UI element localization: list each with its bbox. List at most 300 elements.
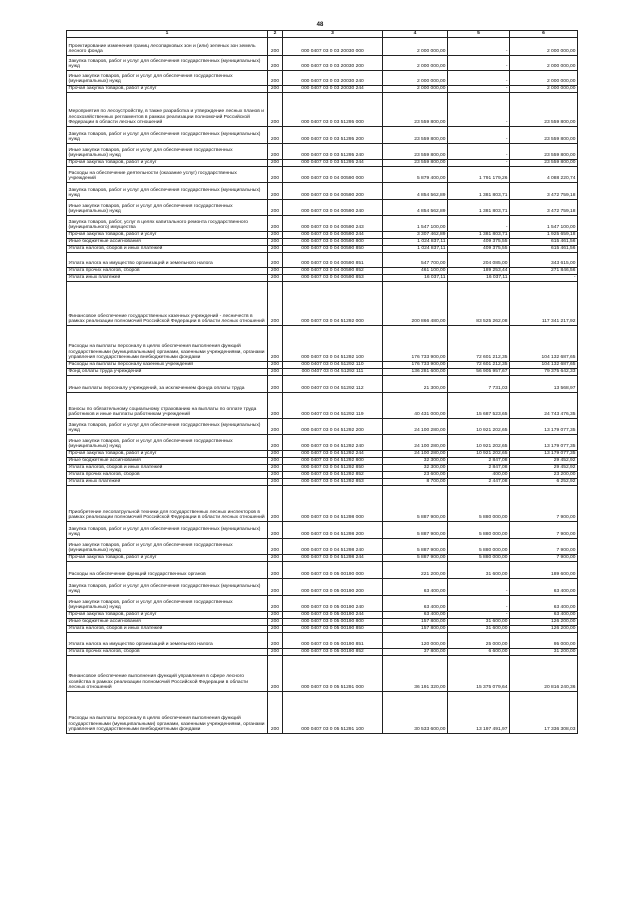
row-approved-amount-cell: 30 533 600,00	[383, 692, 448, 734]
row-admin-code-cell: 200	[268, 71, 283, 86]
row-admin-code-cell: 200	[268, 458, 283, 465]
row-budget-code-cell: 000 0407 03 0 04 51292 111	[283, 369, 383, 376]
table-row	[67, 656, 578, 692]
row-budget-code-cell: 000 0407 03 0 04 51292 110	[283, 362, 383, 369]
row-unexecuted-amount-cell: 1 547 100,00	[510, 216, 578, 232]
row-executed-amount-cell: 7 731,03	[448, 376, 510, 393]
table-row	[67, 232, 578, 239]
row-approved-amount-cell: 16 037,11	[383, 275, 448, 282]
row-name-cell: Прочая закупка товаров, работ и услуг	[67, 612, 268, 619]
row-executed-amount-cell: 2 847,08	[448, 458, 510, 465]
row-unexecuted-amount-cell: 20 816 240,36	[510, 656, 578, 692]
row-approved-amount-cell: 5 887 900,00	[383, 486, 448, 522]
row-name-cell: Мероприятия по лесоустройству, в также разработка и утверждение лесных планов и лесохозяйственных регламентов в рамках реализации полномочий Российской Федерации в области лесных отношений	[67, 93, 268, 127]
row-name-cell: Уплата налога на имущество организаций и земельного налога	[67, 633, 268, 649]
table-row	[67, 246, 578, 253]
row-unexecuted-amount-cell: 31 200,00	[510, 649, 578, 656]
row-unexecuted-amount-cell: 13 179 077,35	[510, 435, 578, 451]
table-row	[67, 239, 578, 246]
table-row	[67, 612, 578, 619]
table-row	[67, 479, 578, 486]
header-col-6: 6	[510, 31, 578, 38]
row-unexecuted-amount-cell: 2 000 000,00	[510, 56, 578, 71]
row-budget-code-cell: 000 0407 03 0 03 51295 244	[283, 160, 383, 167]
row-unexecuted-amount-cell: 4 088 220,74	[510, 167, 578, 183]
row-approved-amount-cell: 63 400,00	[383, 596, 448, 612]
row-executed-amount-cell: 72 601 212,35	[448, 362, 510, 369]
row-approved-amount-cell: 2 000 000,00	[383, 38, 448, 56]
table-row	[67, 619, 578, 626]
row-name-cell: Закупка товаров, работ и услуг для обеспечения государственных (муниципальных) нужд	[67, 183, 268, 200]
row-budget-code-cell: 000 0407 03 0 04 00590 850	[283, 246, 383, 253]
row-admin-code-cell: 200	[268, 692, 283, 734]
row-budget-code-cell: 000 0407 03 0 03 20030 240	[283, 71, 383, 86]
table-row	[67, 86, 578, 93]
row-approved-amount-cell: 21 300,00	[383, 376, 448, 393]
row-executed-amount-cell: 1 381 803,71	[448, 183, 510, 200]
row-executed-amount-cell: -	[448, 93, 510, 127]
row-executed-amount-cell: 72 601 212,35	[448, 326, 510, 362]
row-name-cell: Иные закупки товаров, работ и услуг для обеспечения государственных (муниципальных) нужд	[67, 435, 268, 451]
row-name-cell: Уплата иных платежей	[67, 275, 268, 282]
row-budget-code-cell: 000 0407 03 0 04 51292 852	[283, 472, 383, 479]
row-admin-code-cell: 200	[268, 479, 283, 486]
row-approved-amount-cell: 63 400,00	[383, 612, 448, 619]
header-col-3: 3	[283, 31, 383, 38]
row-approved-amount-cell: 3 307 462,89	[383, 232, 448, 239]
row-executed-amount-cell: 1 381 803,71	[448, 232, 510, 239]
table-row	[67, 362, 578, 369]
row-admin-code-cell: 200	[268, 93, 283, 127]
row-unexecuted-amount-cell: 7 900,00	[510, 539, 578, 555]
row-executed-amount-cell: 409 375,55	[448, 246, 510, 253]
row-unexecuted-amount-cell: 63 400,00	[510, 596, 578, 612]
row-name-cell: Уплата налогов, сборов и иных платежей	[67, 246, 268, 253]
row-approved-amount-cell: 5 879 400,00	[383, 167, 448, 183]
row-approved-amount-cell: 461 100,00	[383, 268, 448, 275]
table-row	[67, 369, 578, 376]
row-admin-code-cell: 200	[268, 239, 283, 246]
row-name-cell: Прочая закупка товаров, работ и услуг	[67, 86, 268, 93]
table-row	[67, 282, 578, 326]
table-row	[67, 458, 578, 465]
row-executed-amount-cell: 16 037,11	[448, 275, 510, 282]
row-approved-amount-cell: 23 559 800,00	[383, 160, 448, 167]
row-admin-code-cell: 200	[268, 626, 283, 633]
row-budget-code-cell: 000 0407 03 0 05 00190 800	[283, 619, 383, 626]
row-name-cell: Иные закупки товаров, работ и услуг для обеспечения государственных (муниципальных) нужд	[67, 144, 268, 160]
row-budget-code-cell: 000 0407 03 0 04 00590 851	[283, 253, 383, 268]
row-approved-amount-cell: 4 854 562,89	[383, 183, 448, 200]
row-approved-amount-cell: 5 887 900,00	[383, 522, 448, 539]
row-budget-code-cell: 000 0407 03 0 04 00590 853	[283, 275, 383, 282]
page-number: 48	[316, 22, 324, 28]
row-name-cell: Финансовое обеспечение государственных казенных учреждений - лесничеств в рамках реализации полномочий Российской Федерации в области лесных отношений	[67, 282, 268, 326]
row-budget-code-cell: 000 0407 03 0 04 51292 100	[283, 326, 383, 362]
table-row	[67, 127, 578, 144]
row-budget-code-cell: 000 0407 03 0 05 00190 851	[283, 633, 383, 649]
table-row	[67, 268, 578, 275]
row-admin-code-cell: 200	[268, 38, 283, 56]
table-row	[67, 200, 578, 216]
table-row	[67, 326, 578, 362]
row-approved-amount-cell: 23 559 800,00	[383, 144, 448, 160]
row-executed-amount-cell: 10 921 202,65	[448, 419, 510, 435]
row-admin-code-cell: 200	[268, 326, 283, 362]
row-approved-amount-cell: 24 100 280,00	[383, 435, 448, 451]
row-executed-amount-cell: -	[448, 71, 510, 86]
row-budget-code-cell: 000 0407 03 0 03 20030 244	[283, 86, 383, 93]
table-row	[67, 539, 578, 555]
row-admin-code-cell: 200	[268, 612, 283, 619]
row-unexecuted-amount-cell: 104 132 687,65	[510, 362, 578, 369]
row-name-cell: Прочая закупка товаров, работ и услуг	[67, 232, 268, 239]
table-row	[67, 419, 578, 435]
row-unexecuted-amount-cell: 13 568,97	[510, 376, 578, 393]
row-executed-amount-cell: 5 880 000,00	[448, 539, 510, 555]
row-admin-code-cell: 200	[268, 376, 283, 393]
row-approved-amount-cell: 1 024 837,11	[383, 239, 448, 246]
table-row	[67, 93, 578, 127]
row-name-cell: Прочая закупка товаров, работ и услуг	[67, 555, 268, 562]
row-admin-code-cell: 200	[268, 472, 283, 479]
table-row	[67, 465, 578, 472]
row-admin-code-cell: 200	[268, 465, 283, 472]
row-unexecuted-amount-cell: 2 000 000,00	[510, 86, 578, 93]
row-executed-amount-cell: -	[448, 86, 510, 93]
row-name-cell: Приобретение лесопатрульной техники для государственных лесных инспекторов в рамках реализации полномочий Российской Федерации в области лесных отношений	[67, 486, 268, 522]
row-unexecuted-amount-cell: 17 336 308,03	[510, 692, 578, 734]
row-name-cell: Иные бюджетные ассигнования	[67, 239, 268, 246]
row-budget-code-cell: 000 0407 03 0 04 51292 112	[283, 376, 383, 393]
row-executed-amount-cell: 5 880 000,00	[448, 522, 510, 539]
row-unexecuted-amount-cell: 3 472 759,18	[510, 200, 578, 216]
row-unexecuted-amount-cell: 7 900,00	[510, 486, 578, 522]
row-admin-code-cell: 200	[268, 232, 283, 239]
row-executed-amount-cell: 1 381 803,71	[448, 200, 510, 216]
row-admin-code-cell: 200	[268, 419, 283, 435]
row-name-cell: Расходы на обеспечение деятельности (оказание услуг) государственных учреждений	[67, 167, 268, 183]
row-unexecuted-amount-cell: 13 179 077,35	[510, 451, 578, 458]
header-col-4: 4	[383, 31, 448, 38]
row-admin-code-cell: 200	[268, 579, 283, 596]
table-row	[67, 649, 578, 656]
row-approved-amount-cell: 200 866 480,00	[383, 282, 448, 326]
row-admin-code-cell: 200	[268, 649, 283, 656]
row-name-cell: Уплата налога на имущество организаций и земельного налога	[67, 253, 268, 268]
row-budget-code-cell: 000 0407 03 0 04 51298 000	[283, 486, 383, 522]
row-unexecuted-amount-cell: 63 400,00	[510, 612, 578, 619]
table-row	[67, 183, 578, 200]
row-executed-amount-cell: -	[448, 56, 510, 71]
row-name-cell: Закупка товаров, работ и услуг для обеспечения государственных (муниципальных) нужд	[67, 56, 268, 71]
row-approved-amount-cell: 32 300,00	[383, 458, 448, 465]
row-approved-amount-cell: 157 800,00	[383, 626, 448, 633]
row-admin-code-cell: 200	[268, 275, 283, 282]
row-admin-code-cell: 200	[268, 562, 283, 579]
row-admin-code-cell: 200	[268, 127, 283, 144]
row-approved-amount-cell: 2 000 000,00	[383, 71, 448, 86]
row-approved-amount-cell: 1 024 837,11	[383, 246, 448, 253]
header-col-2: 2	[268, 31, 283, 38]
row-executed-amount-cell: -	[448, 160, 510, 167]
row-name-cell: Закупка товаров, работ и услуг для обеспечения государственных (муниципальных) нужд	[67, 522, 268, 539]
row-name-cell: Иные бюджетные ассигнования	[67, 619, 268, 626]
row-unexecuted-amount-cell: 24 743 476,35	[510, 393, 578, 419]
row-approved-amount-cell: 23 600,00	[383, 472, 448, 479]
row-admin-code-cell: 200	[268, 362, 283, 369]
header-col-5: 5	[448, 31, 510, 38]
table-row	[67, 555, 578, 562]
table-row	[67, 692, 578, 734]
row-approved-amount-cell: 63 400,00	[383, 579, 448, 596]
row-unexecuted-amount-cell: 615 461,56	[510, 239, 578, 246]
row-budget-code-cell: 000 0407 03 0 04 51292 200	[283, 419, 383, 435]
row-executed-amount-cell: 204 085,00	[448, 253, 510, 268]
row-admin-code-cell: 200	[268, 200, 283, 216]
row-name-cell: Иные закупки товаров, работ и услуг для обеспечения государственных (муниципальных) нужд	[67, 71, 268, 86]
row-executed-amount-cell: 83 525 262,08	[448, 282, 510, 326]
row-unexecuted-amount-cell: 271 846,56	[510, 268, 578, 275]
table-row	[67, 596, 578, 612]
row-unexecuted-amount-cell: 7 900,00	[510, 555, 578, 562]
row-name-cell: Проектирование изменения границ лесопарковых зон и (или) зеленых зон земель лесного фонда	[67, 38, 268, 56]
row-executed-amount-cell: 31 600,00	[448, 562, 510, 579]
row-executed-amount-cell: -	[448, 38, 510, 56]
row-unexecuted-amount-cell: 615 461,56	[510, 246, 578, 253]
table-row	[67, 275, 578, 282]
table-row	[67, 216, 578, 232]
row-name-cell: Уплата прочих налогов, сборов	[67, 268, 268, 275]
row-admin-code-cell: 200	[268, 619, 283, 626]
row-admin-code-cell: 200	[268, 268, 283, 275]
row-name-cell: Иные закупки товаров, работ и услуг для обеспечения государственных (муниципальных) нужд	[67, 200, 268, 216]
table-row	[67, 71, 578, 86]
row-unexecuted-amount-cell: 23 559 800,00	[510, 127, 578, 144]
row-executed-amount-cell: 10 921 202,65	[448, 435, 510, 451]
row-name-cell: Иные закупки товаров, работ и услуг для обеспечения государственных (муниципальных) нужд	[67, 596, 268, 612]
row-approved-amount-cell: 5 887 900,00	[383, 555, 448, 562]
row-admin-code-cell: 200	[268, 656, 283, 692]
row-budget-code-cell: 000 0407 03 0 05 51291 100	[283, 692, 383, 734]
table-row	[67, 38, 578, 56]
row-budget-code-cell: 000 0407 03 0 05 00190 200	[283, 579, 383, 596]
row-approved-amount-cell: 5 887 900,00	[383, 539, 448, 555]
row-approved-amount-cell: 221 200,00	[383, 562, 448, 579]
row-admin-code-cell: 200	[268, 183, 283, 200]
row-budget-code-cell: 000 0407 03 0 04 51292 800	[283, 458, 383, 465]
row-admin-code-cell: 200	[268, 167, 283, 183]
row-unexecuted-amount-cell: 29 452,92	[510, 458, 578, 465]
row-unexecuted-amount-cell: 1 925 659,18	[510, 232, 578, 239]
row-admin-code-cell: 200	[268, 486, 283, 522]
row-approved-amount-cell: 157 800,00	[383, 619, 448, 626]
row-name-cell: Уплата прочих налогов, сборов	[67, 649, 268, 656]
row-executed-amount-cell: 189 253,44	[448, 268, 510, 275]
row-budget-code-cell: 000 0407 03 0 03 51295 200	[283, 127, 383, 144]
row-name-cell: Финансовое обеспечение выполнения функций управления в сфере лесного хозяйства в рамках реализации полномочий Российской Федерации в области лесных отношений	[67, 656, 268, 692]
row-approved-amount-cell: 24 100 280,00	[383, 451, 448, 458]
row-executed-amount-cell: 2 847,08	[448, 465, 510, 472]
row-budget-code-cell: 000 0407 03 0 05 00190 240	[283, 596, 383, 612]
table-row	[67, 562, 578, 579]
table-header-row	[67, 31, 578, 38]
row-name-cell: Прочая закупка товаров, работ и услуг	[67, 451, 268, 458]
row-executed-amount-cell: -	[448, 579, 510, 596]
row-approved-amount-cell: 2 000 000,00	[383, 56, 448, 71]
row-name-cell: Фонд оплаты труда учреждений	[67, 369, 268, 376]
table-row	[67, 633, 578, 649]
row-name-cell: Иные закупки товаров, работ и услуг для обеспечения государственных (муниципальных) нужд	[67, 539, 268, 555]
row-approved-amount-cell: 4 854 562,89	[383, 200, 448, 216]
row-admin-code-cell: 200	[268, 144, 283, 160]
table-row	[67, 253, 578, 268]
table-row	[67, 167, 578, 183]
row-executed-amount-cell: -	[448, 612, 510, 619]
row-executed-amount-cell: 31 600,00	[448, 619, 510, 626]
row-name-cell: Уплата налогов, сборов и иных платежей	[67, 465, 268, 472]
row-name-cell: Иные бюджетные ассигнования	[67, 458, 268, 465]
row-executed-amount-cell: 6 600,00	[448, 649, 510, 656]
row-budget-code-cell: 000 0407 03 0 04 00590 240	[283, 200, 383, 216]
row-budget-code-cell: 000 0407 03 0 04 51292 850	[283, 465, 383, 472]
row-unexecuted-amount-cell: 2 000 000,00	[510, 38, 578, 56]
row-approved-amount-cell: 120 000,00	[383, 633, 448, 649]
row-budget-code-cell: 000 0407 03 0 05 00190 850	[283, 626, 383, 633]
row-budget-code-cell: 000 0407 03 0 04 00590 800	[283, 239, 383, 246]
row-budget-code-cell: 000 0407 03 0 04 51292 240	[283, 435, 383, 451]
row-approved-amount-cell: 23 559 800,00	[383, 127, 448, 144]
row-unexecuted-amount-cell: 117 341 217,92	[510, 282, 578, 326]
row-unexecuted-amount-cell: 23 559 800,00	[510, 160, 578, 167]
row-executed-amount-cell: 5 880 000,00	[448, 555, 510, 562]
row-approved-amount-cell: 136 281 600,00	[383, 369, 448, 376]
row-unexecuted-amount-cell: 13 179 077,35	[510, 419, 578, 435]
row-admin-code-cell: 200	[268, 56, 283, 71]
row-admin-code-cell: 200	[268, 555, 283, 562]
row-approved-amount-cell: 8 700,00	[383, 479, 448, 486]
row-executed-amount-cell: 15 375 079,64	[448, 656, 510, 692]
row-approved-amount-cell: 40 431 000,00	[383, 393, 448, 419]
row-name-cell: Иные выплаты персоналу учреждений, за исключением фонда оплаты труда	[67, 376, 268, 393]
table-row	[67, 522, 578, 539]
row-admin-code-cell: 200	[268, 253, 283, 268]
row-executed-amount-cell: -	[448, 127, 510, 144]
row-approved-amount-cell: 32 300,00	[383, 465, 448, 472]
row-approved-amount-cell: 2 000 000,00	[383, 86, 448, 93]
row-admin-code-cell: 200	[268, 596, 283, 612]
row-unexecuted-amount-cell: 3 472 759,18	[510, 183, 578, 200]
row-name-cell: Закупка товаров, работ и услуг для обеспечения государственных (муниципальных) нужд	[67, 579, 268, 596]
row-approved-amount-cell: 176 733 900,00	[383, 362, 448, 369]
row-name-cell: Расходы на выплаты персоналу казенных учреждений	[67, 362, 268, 369]
row-unexecuted-amount-cell: 126 200,00	[510, 626, 578, 633]
row-admin-code-cell: 200	[268, 451, 283, 458]
row-executed-amount-cell: 2 447,08	[448, 479, 510, 486]
row-admin-code-cell: 200	[268, 160, 283, 167]
row-unexecuted-amount-cell: 104 132 687,65	[510, 326, 578, 362]
row-budget-code-cell: 000 0407 03 0 03 20030 000	[283, 38, 383, 56]
row-admin-code-cell: 200	[268, 633, 283, 649]
row-admin-code-cell: 200	[268, 522, 283, 539]
row-executed-amount-cell: 25 000,00	[448, 633, 510, 649]
row-approved-amount-cell: 24 100 280,00	[383, 419, 448, 435]
row-executed-amount-cell: -	[448, 596, 510, 612]
row-approved-amount-cell: 23 559 800,00	[383, 93, 448, 127]
table-row	[67, 486, 578, 522]
row-unexecuted-amount-cell: 79 375 642,33	[510, 369, 578, 376]
row-budget-code-cell: 000 0407 03 0 04 00590 000	[283, 167, 383, 183]
row-approved-amount-cell: 36 191 320,00	[383, 656, 448, 692]
row-unexecuted-amount-cell: 7 900,00	[510, 522, 578, 539]
row-unexecuted-amount-cell: 6 252,92	[510, 479, 578, 486]
row-budget-code-cell: 000 0407 03 0 04 00590 200	[283, 183, 383, 200]
row-executed-amount-cell: 5 880 000,00	[448, 486, 510, 522]
table-row	[67, 451, 578, 458]
row-name-cell: Закупка товаров, работ и услуг для обеспечения государственных (муниципальных) нужд	[67, 419, 268, 435]
row-unexecuted-amount-cell: 23 200,00	[510, 472, 578, 479]
row-executed-amount-cell: -	[448, 216, 510, 232]
row-approved-amount-cell: 176 733 900,00	[383, 326, 448, 362]
row-executed-amount-cell: 1 791 179,26	[448, 167, 510, 183]
row-budget-code-cell: 000 0407 03 0 04 51292 853	[283, 479, 383, 486]
row-approved-amount-cell: 1 547 100,00	[383, 216, 448, 232]
row-name-cell: Расходы на выплаты персоналу в целях обеспечения выполнения функций государственными (муниципальными) органами, казенными учреждениями, органами управления государственными внебюджетными фондами	[67, 692, 268, 734]
table-row	[67, 376, 578, 393]
row-name-cell: Уплата прочих налогов, сборов	[67, 472, 268, 479]
row-budget-code-cell: 000 0407 03 0 04 51298 200	[283, 522, 383, 539]
row-unexecuted-amount-cell: 23 559 800,00	[510, 144, 578, 160]
row-name-cell: Закупка товаров, работ и услуг для обеспечения государственных (муниципальных) нужд	[67, 127, 268, 144]
row-executed-amount-cell: 13 197 491,97	[448, 692, 510, 734]
row-executed-amount-cell: 15 687 523,65	[448, 393, 510, 419]
header-col-1: 1	[67, 31, 268, 38]
row-unexecuted-amount-cell: 63 400,00	[510, 579, 578, 596]
row-budget-code-cell: 000 0407 03 0 04 51298 244	[283, 555, 383, 562]
table-row	[67, 160, 578, 167]
table-row	[67, 626, 578, 633]
row-name-cell: Закупка товаров, работ, услуг в целях капитального ремонта государственного (муниципального) имущества	[67, 216, 268, 232]
row-unexecuted-amount-cell: 343 615,00	[510, 253, 578, 268]
row-budget-code-cell: 000 0407 03 0 05 00190 000	[283, 562, 383, 579]
row-admin-code-cell: 200	[268, 393, 283, 419]
row-budget-code-cell: 000 0407 03 0 04 51292 000	[283, 282, 383, 326]
row-admin-code-cell: 200	[268, 435, 283, 451]
budget-table	[66, 30, 578, 734]
row-executed-amount-cell: -	[448, 144, 510, 160]
row-executed-amount-cell: 31 600,00	[448, 626, 510, 633]
row-unexecuted-amount-cell: 189 600,00	[510, 562, 578, 579]
row-admin-code-cell: 200	[268, 369, 283, 376]
row-admin-code-cell: 200	[268, 246, 283, 253]
row-unexecuted-amount-cell: 95 000,00	[510, 633, 578, 649]
row-budget-code-cell: 000 0407 03 0 04 51292 119	[283, 393, 383, 419]
row-name-cell: Расходы на выплаты персоналу в целях обеспечения выполнения функций государственными (муниципальными) органами, казенными учреждениями, органами управления государственными внебюджетными фондами	[67, 326, 268, 362]
row-budget-code-cell: 000 0407 03 0 05 00190 852	[283, 649, 383, 656]
row-name-cell: Уплата иных платежей	[67, 479, 268, 486]
row-unexecuted-amount-cell: 2 000 000,00	[510, 71, 578, 86]
row-executed-amount-cell: 10 921 202,65	[448, 451, 510, 458]
row-admin-code-cell: 200	[268, 86, 283, 93]
row-name-cell: Расходы на обеспечение функций государственных органов	[67, 562, 268, 579]
table-row	[67, 435, 578, 451]
row-admin-code-cell: 200	[268, 216, 283, 232]
row-executed-amount-cell: 56 905 957,67	[448, 369, 510, 376]
row-unexecuted-amount-cell: -	[510, 275, 578, 282]
row-approved-amount-cell: 37 800,00	[383, 649, 448, 656]
row-unexecuted-amount-cell: 126 200,00	[510, 619, 578, 626]
row-budget-code-cell: 000 0407 03 0 03 20030 200	[283, 56, 383, 71]
